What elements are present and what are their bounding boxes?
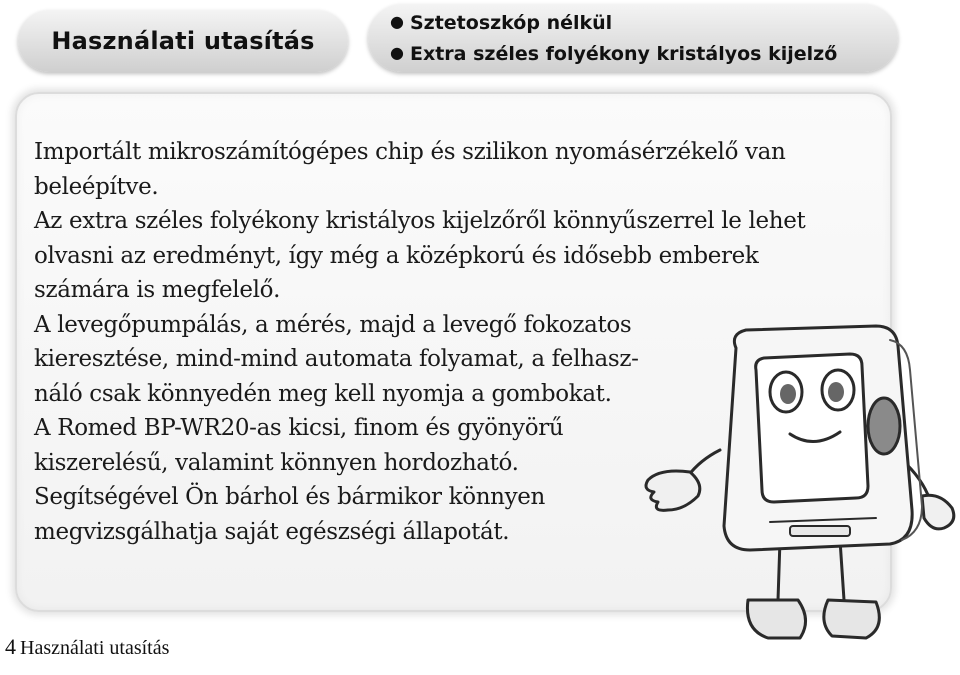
footer-label: Használati utasítás <box>20 637 170 659</box>
paragraph-automation: A levegőpumpálás, a mérés, majd a levegő fokozatos kieresztése, mind-mind automata folyamat, a felhasz- náló csak könnyedén meg kell nyomja a gombokat. <box>34 311 639 407</box>
mascot-shoe-left <box>747 600 805 638</box>
paragraph-portable: A Romed BP-WR20-as kicsi, finom és gyönyörű kiszerelésű, valamint könnyen hordozható. <box>34 415 564 476</box>
mascot-leg-right <box>840 540 844 600</box>
feature-list <box>368 4 898 70</box>
bullet-icon: ● <box>390 43 404 62</box>
bullet-icon: ● <box>390 12 404 31</box>
page-number: 4 <box>5 634 16 659</box>
paragraph-chip: Importált mikroszámítógépes chip és szilikon nyomásérzékelő van beleépítve. <box>34 139 786 200</box>
page-title: Használati utasítás <box>51 27 315 55</box>
mascot-shoe-right <box>824 600 880 638</box>
paragraph-display: Az extra széles folyékony kristályos kijelzőről könnyűszerrel le lehet olvasni az eredményt, így még a középkorú és idősebb emberek számára is megfelelő. <box>34 208 806 303</box>
paragraph-health: Segítségével Ön bárhol és bármikor könnyen megvizsgálhatja saját egészségi állapotát. <box>34 484 545 545</box>
mascot-illustration <box>640 300 960 675</box>
feature-item: ● Sztetoszkóp nélkül <box>390 12 613 34</box>
mascot-arm-left <box>688 450 720 476</box>
mascot-dial <box>868 398 900 454</box>
feature-item: ● Extra széles folyékony kristályos kijelző <box>390 43 838 65</box>
title-badge <box>18 10 348 72</box>
mascot-hand-right <box>922 495 954 529</box>
mascot-hand-left <box>646 471 700 510</box>
features-badge <box>368 4 898 72</box>
page-footer <box>5 634 169 660</box>
